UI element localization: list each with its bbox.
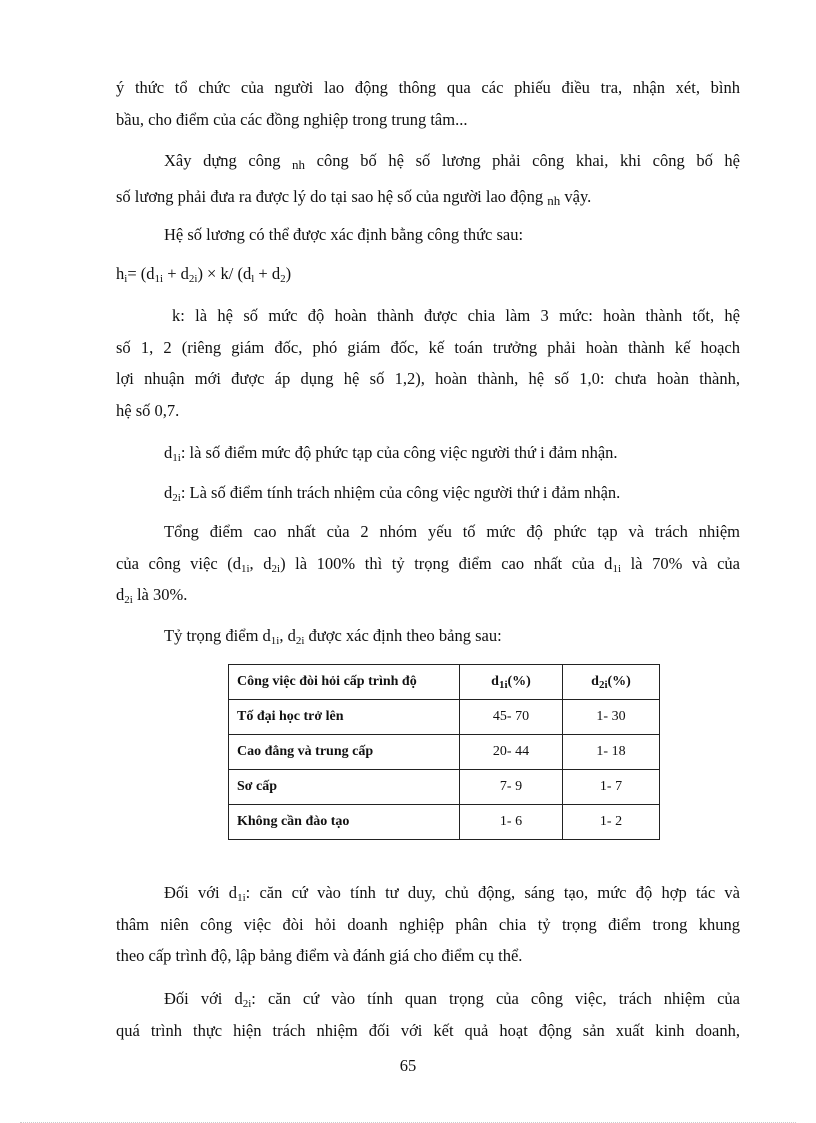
paragraph-5: $d_{1i}$: là số điểm mức độ phức tạp của công việc người thứ i đảm nhận. <box>164 443 618 464</box>
paragraph-2 <box>116 145 740 216</box>
score-table <box>228 664 660 840</box>
paragraph-6: $d_{2i}$: Là số điểm tính trách nhiệm của công việc người thứ i đảm nhận. <box>164 483 621 504</box>
paragraph-4: k: là hệ số mức độ hoàn thành được chia làm 3 mức: hoàn thành tốt, hệ số 1, 2 (riêng giám đốc, phó giám đốc, kế toán trưởng phải hoàn thành kế hoạch lợi nhuận mới được áp dụng hệ số 1,2), hoàn thành, hệ số 1,0: chưa hoàn thành, hệ số 0,7. <box>116 306 740 420</box>
paragraph-1 <box>116 72 740 135</box>
paragraph-10: Đối với $d_{2i}$: căn cứ vào tính quan trọng của công việc, trách nhiệm của quá trình thực hiện trách nhiệm đối với kết quả hoạt động sản xuất kinh doanh, <box>116 989 740 1040</box>
paragraph-7: Tổng điểm cao nhất của 2 nhóm yếu tố mức độ phức tạp và trách nhiệm của công việc ($d_{1i}$, $d_{2i}$) là 100% thì tỷ trọng điểm cao nhất của $d_{1i}$ là 70% và của $d_{2i}$ là 30%. <box>116 522 740 606</box>
paragraph-3: Hệ số lương có thể được xác định bằng công thức sau: <box>164 225 524 244</box>
table-row: Sơ cấp 7- 9 1- 7 <box>229 770 660 805</box>
paragraph-8: Tỷ trọng điểm $d_{1i}$, $d_{2i}$ được xác định theo bảng sau: <box>164 626 502 647</box>
table-header-cell: $d_{1i}(\%)$ <box>460 665 563 700</box>
formula: $h_i= (d_{1i} + d_{2i}) \times k/$ $(d_l + d_2)$ <box>116 264 292 285</box>
text-line: ý thức tổ chức của người lao động thông qua các phiếu điều tra, nhận xét, bình <box>116 78 740 97</box>
text-line: số lương phải đưa ra được lý do tại sao hệ số của người lao động nh vậy. <box>116 186 592 208</box>
table-row: Tố đại học trở lên 45- 70 1- 30 <box>229 700 660 735</box>
table-row: Không cần đào tạo 1- 6 1- 2 <box>229 805 660 840</box>
table-header-row <box>229 665 660 700</box>
table-row: Cao đẳng và trung cấp 20- 44 1- 18 <box>229 735 660 770</box>
text-line: bầu, cho điểm của các đồng nghiệp trong trung tâm... <box>116 109 468 129</box>
page-number: 65 <box>399 1056 417 1075</box>
text-line: Xây dựng công nh công bố hệ số lương phải công khai, khi công bố hệ <box>164 151 740 172</box>
table-header-cell: Công việc đòi hỏi cấp trình độ <box>229 665 460 700</box>
table-header-cell: $d_{2i}(\%)$ <box>563 665 660 700</box>
paragraph-9: Đối với $d_{1i}$: căn cứ vào tính tư duy, chủ động, sáng tạo, mức độ hợp tác và thâm niên công việc đòi hỏi doanh nghiệp phân chia tỷ trọng điểm trong khung theo cấp trình độ, lập bảng điểm và đánh giá cho điểm cụ thể. <box>116 883 740 965</box>
